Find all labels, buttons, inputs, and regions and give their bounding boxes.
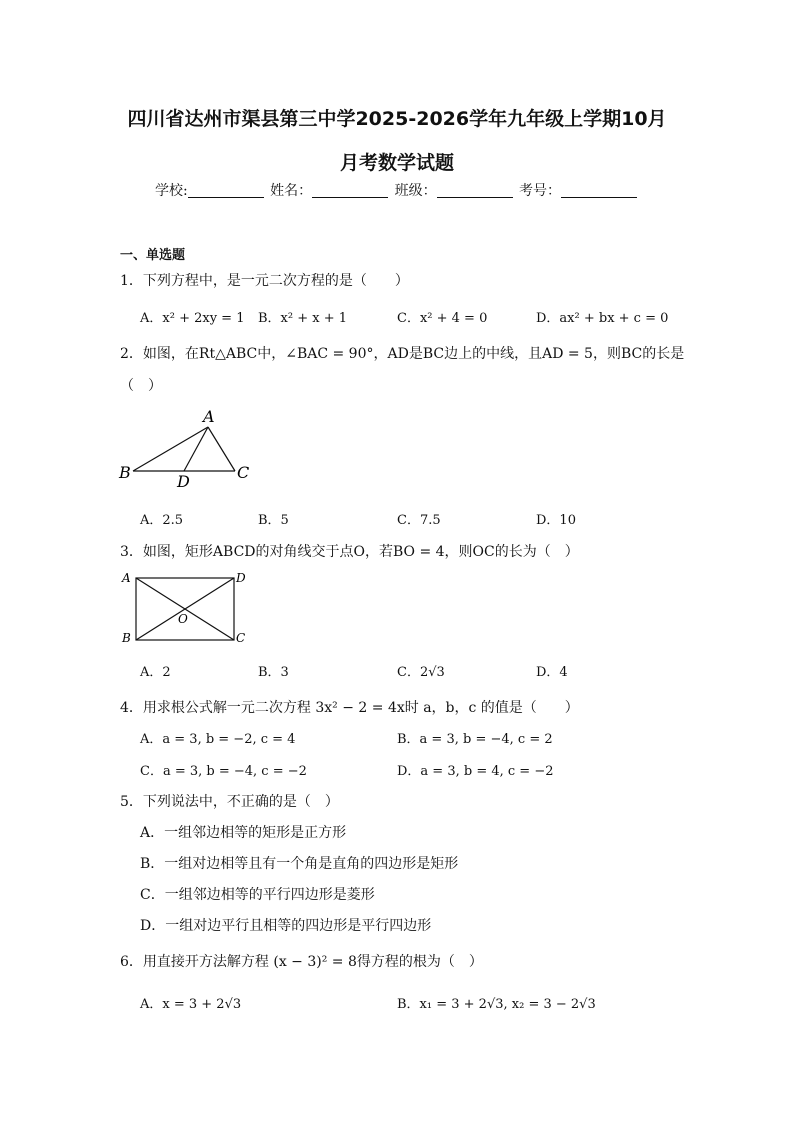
q3-label-b: B xyxy=(122,631,131,645)
q1-option-c[interactable]: C．x² + 4 = 0 xyxy=(397,311,488,326)
q1-stem: 1．下列方程中，是一元二次方程的是（ ） xyxy=(120,273,409,289)
name-blank[interactable] xyxy=(312,183,388,198)
school-label: 学校: xyxy=(154,183,188,199)
q2-stem: 2．如图，在Rt△ABC中，∠BAC = 90°，AD是BC边上的中线，且AD = 5，则BC的长是 xyxy=(120,346,685,362)
q5-option-d[interactable]: D．一组对边平行且相等的四边形是平行四边形 xyxy=(140,918,432,934)
q6-option-b[interactable]: B．x₁ = 3 + 2√3, x₂ = 3 − 2√3 xyxy=(397,997,596,1012)
q5-option-b[interactable]: B．一组对边相等且有一个角是直角的四边形是矩形 xyxy=(140,856,459,872)
q3-option-b[interactable]: B．3 xyxy=(258,665,289,680)
q3-option-a[interactable]: A．2 xyxy=(140,665,171,680)
q2-edge-ab xyxy=(133,427,208,471)
q1-option-a[interactable]: A．x² + 2xy = 1 xyxy=(140,311,245,326)
q5-option-c[interactable]: C．一组邻边相等的平行四边形是菱形 xyxy=(140,887,375,903)
q1-option-d[interactable]: D．ax² + bx + c = 0 xyxy=(536,311,669,326)
q4-option-b[interactable]: B．a = 3, b = −4, c = 2 xyxy=(397,732,553,747)
q2-triangle-figure xyxy=(115,405,255,490)
q3-label-o: O xyxy=(178,612,188,626)
title-line-2: 月考数学试题 xyxy=(339,152,454,174)
class-label: 班级： xyxy=(394,183,437,199)
q4-option-d[interactable]: D．a = 3, b = 4, c = −2 xyxy=(397,764,554,779)
q3-rectangle-figure xyxy=(118,568,253,648)
q3-stem: 3．如图，矩形ABCD的对角线交于点O，若BO = 4，则OC的长为（ ） xyxy=(120,544,579,560)
q2-option-d[interactable]: D．10 xyxy=(536,513,576,528)
q3-option-c[interactable]: C．2√3 xyxy=(397,665,445,680)
section-heading: 一、单选题 xyxy=(120,248,186,263)
q3-label-d: D xyxy=(236,571,246,585)
class-blank[interactable] xyxy=(437,183,513,198)
q2-label-a: A xyxy=(203,407,215,426)
q2-label-d: D xyxy=(177,472,190,490)
student-info-row xyxy=(0,180,794,200)
number-label: 考号： xyxy=(519,183,562,199)
title-line-1: 四川省达州市渠县第三中学2025-2026学年九年级上学期10月 xyxy=(127,108,667,130)
number-blank[interactable] xyxy=(561,183,637,198)
q2-label-c: C xyxy=(237,463,250,482)
q5-stem: 5．下列说法中，不正确的是（ ） xyxy=(120,794,339,810)
q5-option-a[interactable]: A．一组邻边相等的矩形是正方形 xyxy=(140,825,347,841)
q2-edge-ac xyxy=(208,427,235,471)
q6-stem: 6．用直接开方法解方程 (x − 3)² = 8得方程的根为（ ） xyxy=(120,954,483,970)
q3-option-d[interactable]: D．4 xyxy=(536,665,568,680)
q3-label-c: C xyxy=(236,631,246,645)
q3-label-a: A xyxy=(122,571,131,585)
q4-stem: 4．用求根公式解一元二次方程 3x² − 2 = 4x时 a，b，c 的值是（ ） xyxy=(120,700,579,716)
q2-option-a[interactable]: A．2.5 xyxy=(140,513,184,528)
q4-option-c[interactable]: C．a = 3, b = −4, c = −2 xyxy=(140,764,307,779)
q6-option-a[interactable]: A．x = 3 + 2√3 xyxy=(140,997,242,1012)
q2-label-b: B xyxy=(119,463,131,482)
q2-option-c[interactable]: C．7.5 xyxy=(397,513,441,528)
q2-stem-blank: （ ） xyxy=(120,378,162,394)
q2-option-b[interactable]: B．5 xyxy=(258,513,289,528)
name-label: 姓名： xyxy=(270,183,313,199)
q4-option-a[interactable]: A．a = 3, b = −2, c = 4 xyxy=(140,732,296,747)
q1-option-b[interactable]: B．x² + x + 1 xyxy=(258,311,348,326)
school-blank[interactable] xyxy=(188,183,264,198)
